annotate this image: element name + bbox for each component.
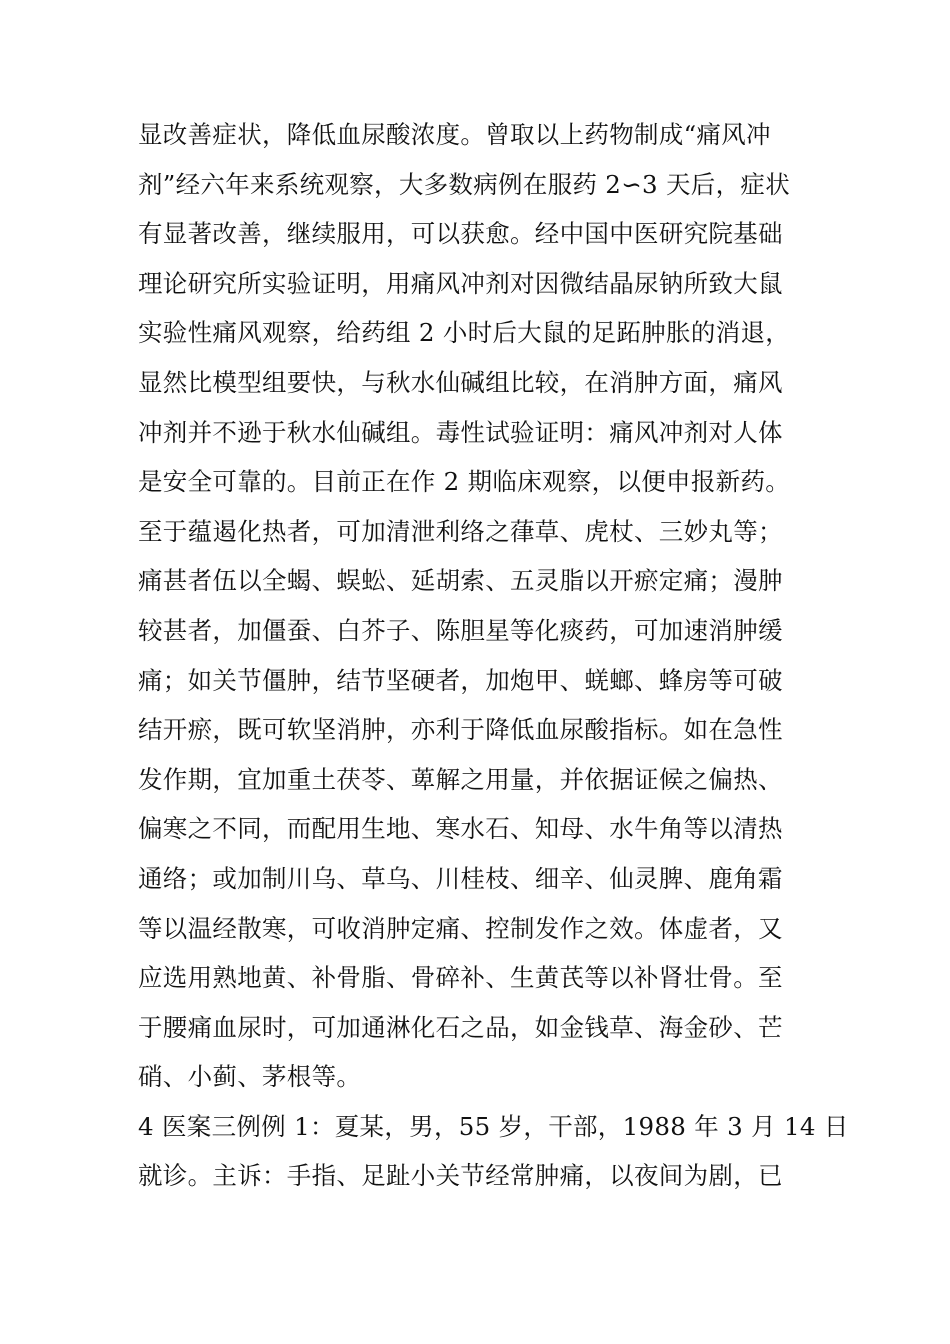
text-line: 较甚者，加僵蚕、白芥子、陈胆星等化痰药，可加速消肿缓	[138, 615, 783, 645]
text-line: 显改善症状，降低血尿酸浓度。曾取以上药物制成“痛风冲	[138, 120, 771, 149]
text-line: 显然比模型组要快，与秋水仙碱组比较，在消肿方面，痛风	[138, 367, 783, 397]
text-line: 结开瘀，既可软坚消肿，亦利于降低血尿酸指标。如在急性	[138, 715, 783, 745]
text-line: 通络；或加制川乌、草乌、川桂枝、细辛、仙灵脾、鹿角霜	[138, 863, 783, 893]
paragraph-herbal-modifications	[138, 507, 818, 1102]
text-line: 等以温经散寒，可收消肿定痛、控制发作之效。体虚者，又	[138, 913, 783, 943]
text-line: 发作期，宜加重土茯苓、萆解之用量，并依据证候之偏热、	[138, 764, 783, 794]
text-line: 应选用熟地黄、补骨脂、骨碎补、生黄芪等以补肾壮骨。至	[138, 963, 783, 993]
text-line: 偏寒之不同，而配用生地、寒水石、知母、水牛角等以清热	[138, 814, 783, 844]
text-line: 理论研究所实验证明，用痛风冲剂对因微结晶尿钠所致大鼠	[138, 268, 783, 298]
text-line: 于腰痛血尿时，可加通淋化石之品，如金钱草、海金砂、芒	[138, 1012, 783, 1042]
text-line: 4 医案三例例 1：夏某，男，55 岁，干部，1988 年 3 月 14 日	[138, 1111, 849, 1141]
text-line: 剂”经六年来系统观察，大多数病例在服药 2∽3 天后，症状	[138, 169, 791, 199]
text-line: 实验性痛风观察，给药组 2 小时后大鼠的足跖肿胀的消退，	[138, 318, 791, 348]
text-line: 痛甚者伍以全蝎、蜈蚣、延胡索、五灵脂以开瘀定痛；漫肿	[138, 566, 783, 596]
document-body	[138, 110, 849, 1201]
paragraph-gout-granule-study	[138, 110, 818, 507]
text-line: 冲剂并不逊于秋水仙碱组。毒性试验证明：痛风冲剂对人体	[138, 417, 783, 447]
text-line: 有显著改善，继续服用，可以获愈。经中国中医研究院基础	[138, 219, 783, 249]
text-line: 至于蕴遏化热者，可加清泄利络之葎草、虎杖、三妙丸等；	[138, 516, 783, 546]
text-line: 是安全可靠的。目前正在作 2 期临床观察，以便申报新药。	[138, 467, 791, 497]
text-line: 就诊。主诉：手指、足趾小关节经常肿痛，以夜间为剧，已	[138, 1161, 783, 1191]
text-line: 硝、小蓟、茅根等。	[138, 1062, 362, 1092]
paragraph-case-reports	[138, 1102, 849, 1201]
text-line: 痛；如关节僵肿，结节坚硬者，加炮甲、蜣螂、蜂房等可破	[138, 665, 783, 695]
